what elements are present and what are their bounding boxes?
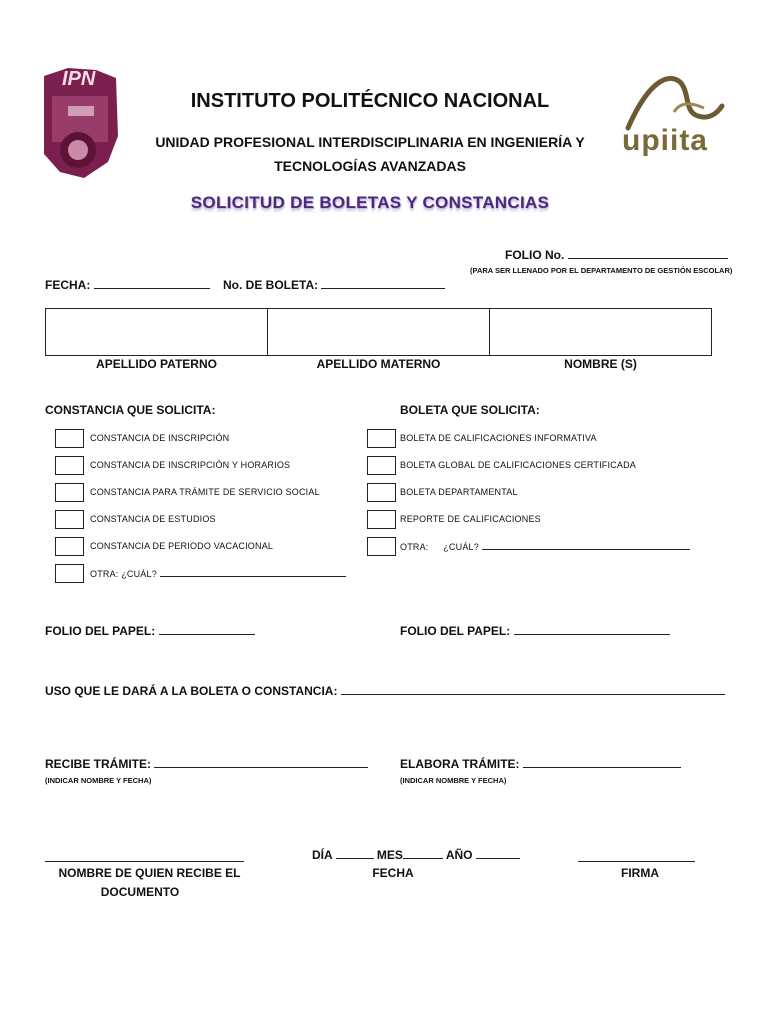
constancia-checkbox-vacacional[interactable] <box>55 537 84 556</box>
upiita-logo <box>618 72 728 168</box>
folio-papel-right-label: FOLIO DEL PAPEL: <box>400 624 511 638</box>
boleta-item-global: BOLETA GLOBAL DE CALIFICACIONES CERTIFICADA <box>400 460 636 470</box>
dia-field[interactable] <box>336 848 374 859</box>
nombre-label: NOMBRE (S) <box>564 357 637 371</box>
elabora-row <box>400 757 681 771</box>
boleta-checkbox-otra[interactable] <box>367 537 396 556</box>
folio-note: (PARA SER LLENADO POR EL DEPARTAMENTO DE GESTIÓN ESCOLAR) <box>470 266 733 275</box>
anio-label: AÑO <box>445 848 473 862</box>
boleta-checkbox-reporte[interactable] <box>367 510 396 529</box>
constancia-item-otra-row <box>90 567 346 579</box>
boleta-label: No. DE BOLETA: <box>223 278 319 292</box>
boleta-item-informativa: BOLETA DE CALIFICACIONES INFORMATIVA <box>400 433 597 443</box>
constancia-item-inscripcion: CONSTANCIA DE INSCRIPCIÓN <box>90 433 230 443</box>
constancia-heading: CONSTANCIA QUE SOLICITA: <box>45 403 216 417</box>
constancia-checkbox-otra[interactable] <box>55 564 84 583</box>
fecha-caption: FECHA <box>372 866 414 880</box>
firma-caption: FIRMA <box>621 866 659 880</box>
constancia-checkbox-estudios[interactable] <box>55 510 84 529</box>
boleta-checkbox-informativa[interactable] <box>367 429 396 448</box>
unit-line-2: TECNOLOGÍAS AVANZADAS <box>274 158 466 174</box>
constancia-checkbox-inscripcion[interactable] <box>55 429 84 448</box>
fecha-field[interactable] <box>94 278 210 289</box>
folio-papel-left-row <box>45 624 255 638</box>
nombre-signature-line[interactable] <box>45 861 244 862</box>
recibe-label: RECIBE TRÁMITE: <box>45 757 151 771</box>
apellido-paterno-label: APELLIDO PATERNO <box>96 357 217 371</box>
boleta-heading: BOLETA QUE SOLICITA: <box>400 403 540 417</box>
ipn-logo <box>38 66 122 182</box>
unit-line-1: UNIDAD PROFESIONAL INTERDISCIPLINARIA EN INGENIERÍA Y <box>155 134 585 150</box>
apellido-paterno-box[interactable] <box>45 308 268 356</box>
boleta-item-otra: OTRA: <box>400 542 429 552</box>
institution-title: INSTITUTO POLITÉCNICO NACIONAL <box>190 90 550 112</box>
apellido-materno-label: APELLIDO MATERNO <box>316 357 441 371</box>
folio-papel-left-field[interactable] <box>159 624 255 635</box>
apellido-materno-box[interactable] <box>267 308 490 356</box>
firma-signature-line[interactable] <box>578 861 695 862</box>
uso-row <box>45 684 725 698</box>
constancia-otra-field[interactable] <box>160 567 346 577</box>
form-title: SOLICITUD DE BOLETAS Y CONSTANCIAS <box>190 193 550 212</box>
elabora-field[interactable] <box>523 757 681 768</box>
elabora-note: (INDICAR NOMBRE Y FECHA) <box>400 776 507 785</box>
constancia-checkbox-servicio-social[interactable] <box>55 483 84 502</box>
boleta-item-departamental: BOLETA DEPARTAMENTAL <box>400 487 518 497</box>
dia-label: DÍA <box>312 848 333 862</box>
boleta-item-otra-row <box>400 540 690 552</box>
nombre-caption-1: NOMBRE DE QUIEN RECIBE EL <box>58 866 241 880</box>
recibe-row <box>45 757 368 771</box>
upiita-logo-text: upiita <box>622 124 708 157</box>
recibe-note: (INDICAR NOMBRE Y FECHA) <box>45 776 152 785</box>
boleta-checkbox-global[interactable] <box>367 456 396 475</box>
constancia-item-estudios: CONSTANCIA DE ESTUDIOS <box>90 514 216 524</box>
boleta-item-cual: ¿CUÁL? <box>443 542 479 552</box>
uso-field[interactable] <box>341 684 725 695</box>
folio-field[interactable] <box>568 248 728 259</box>
nombre-box[interactable] <box>489 308 712 356</box>
fecha-fields-row <box>312 848 520 862</box>
recibe-field[interactable] <box>154 757 368 768</box>
folio-label: FOLIO No. <box>505 248 565 262</box>
folio-papel-left-label: FOLIO DEL PAPEL: <box>45 624 156 638</box>
anio-field[interactable] <box>476 848 520 859</box>
boleta-row <box>223 278 445 292</box>
boleta-checkbox-departamental[interactable] <box>367 483 396 502</box>
folio-papel-right-field[interactable] <box>514 624 670 635</box>
fecha-label: FECHA: <box>45 278 91 292</box>
folio-papel-right-row <box>400 624 670 638</box>
boleta-field[interactable] <box>321 278 445 289</box>
elabora-label: ELABORA TRÁMITE: <box>400 757 520 771</box>
boleta-item-reporte: REPORTE DE CALIFICACIONES <box>400 514 541 524</box>
uso-label: USO QUE LE DARÁ A LA BOLETA O CONSTANCIA: <box>45 684 338 698</box>
constancia-checkbox-horarios[interactable] <box>55 456 84 475</box>
folio-row <box>505 248 728 262</box>
constancia-item-servicio-social: CONSTANCIA PARA TRÁMITE DE SERVICIO SOCIAL <box>90 487 320 497</box>
constancia-item-vacacional: CONSTANCIA DE PERIODO VACACIONAL <box>90 541 274 551</box>
mes-field[interactable] <box>403 848 443 859</box>
nombre-caption-2: DOCUMENTO <box>100 885 180 899</box>
constancia-item-horarios: CONSTANCIA DE INSCRIPCIÓN Y HORARIOS <box>90 460 291 470</box>
constancia-item-otra: OTRA: ¿CUÁL? <box>90 569 157 579</box>
ipn-logo-text: IPN <box>62 68 96 90</box>
fecha-row <box>45 278 210 292</box>
mes-label: MES <box>376 848 403 862</box>
boleta-otra-field[interactable] <box>482 540 690 550</box>
